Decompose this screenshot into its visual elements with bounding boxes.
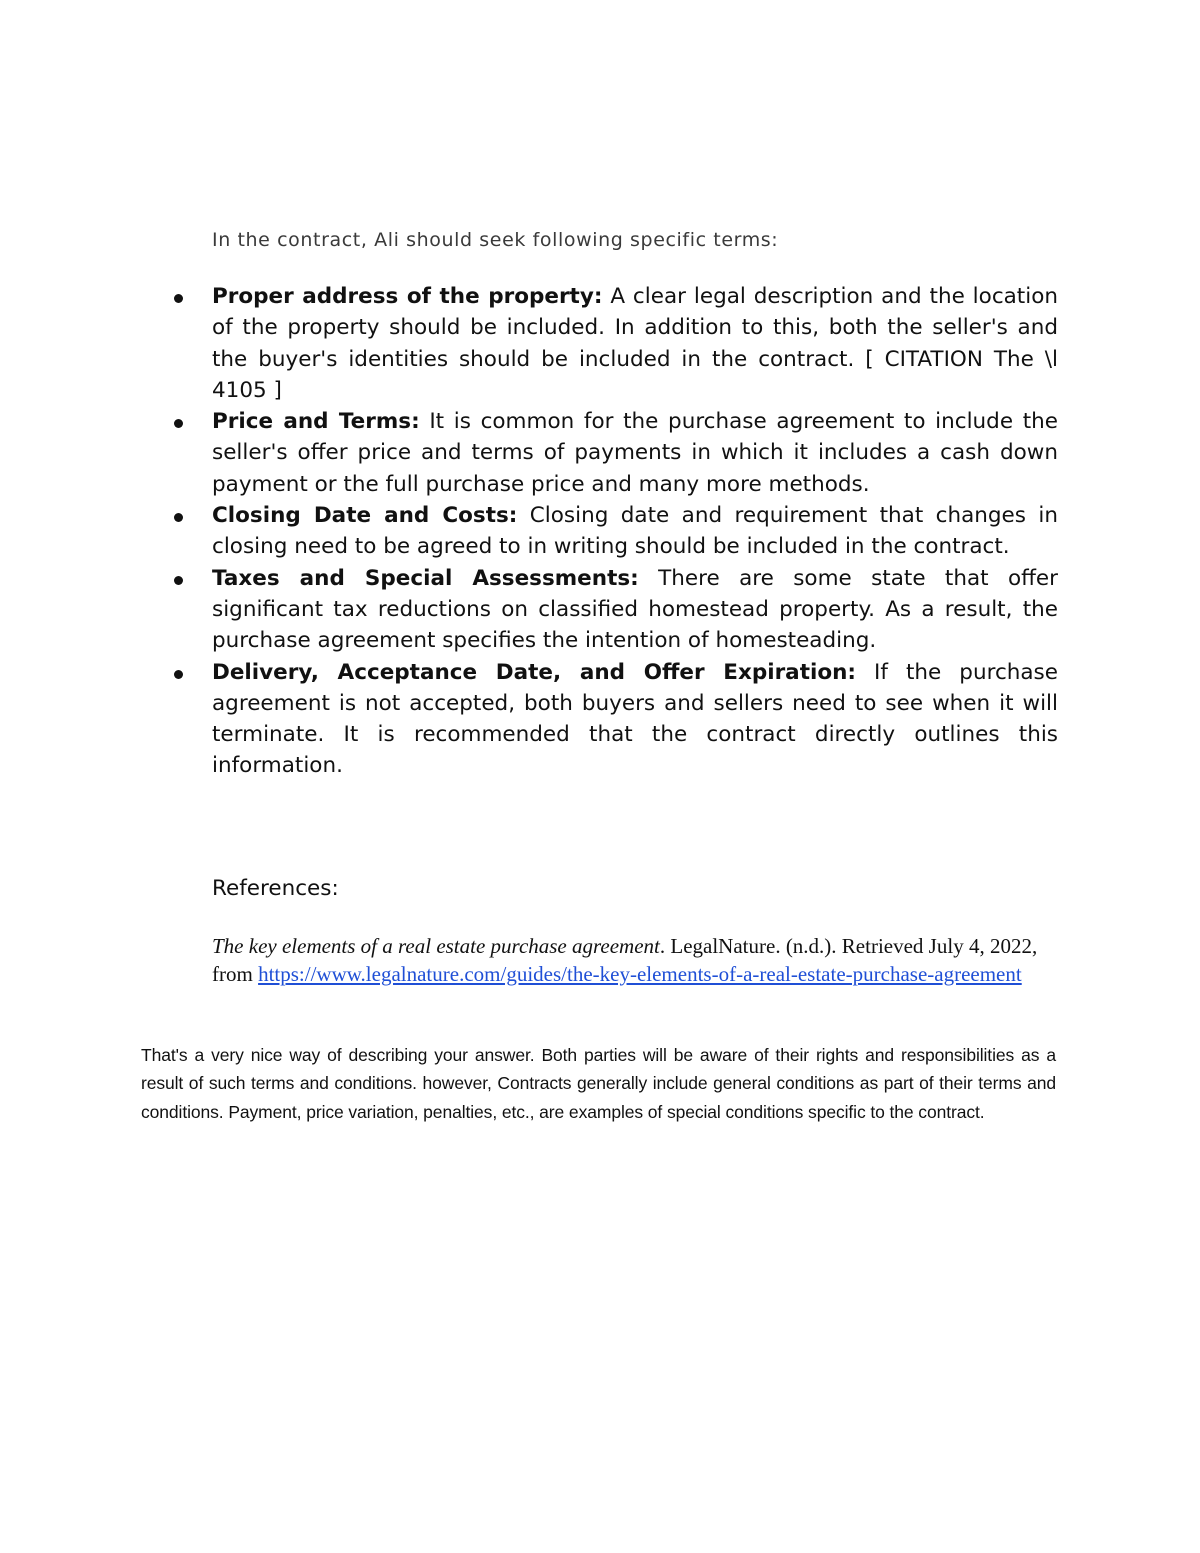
term-item-taxes bbox=[212, 563, 1058, 657]
terms-list bbox=[212, 281, 1058, 782]
bullet-icon bbox=[174, 576, 183, 585]
term-item-property-address bbox=[212, 281, 1058, 406]
term-name: Taxes and Special Assessments: bbox=[212, 565, 639, 591]
term-text: A clear legal description and the location of the property should be included. In addition to this, both the seller's and the buyer's identities should be included in the contract. [ CITATION The \l 4105 ] bbox=[212, 284, 1058, 403]
reference-title: The key elements of a real estate purchase agreement bbox=[212, 934, 660, 958]
bullet-icon bbox=[174, 294, 183, 303]
term-text: There are some state that offer significant tax reductions on classified homestead property. As a result, the purchase agreement specifies the intention of homesteading. bbox=[212, 565, 1059, 654]
reference-entry bbox=[212, 933, 1058, 988]
term-name: Price and Terms: bbox=[212, 409, 420, 435]
bullet-icon bbox=[174, 670, 183, 679]
reply-comment: That's a very nice way of describing your answer. Both parties will be aware of their rights and responsibilities as a result of such terms and conditions. however, Contracts generally include general conditions as part of their terms and conditions. Payment, price variation, penalties, etc., are examples of special conditions specific to the contract. bbox=[141, 1045, 1056, 1122]
term-text: Closing date and requirement that changes in closing need to be agreed to in writing should be included in the contract. bbox=[212, 503, 1058, 560]
term-text: It is common for the purchase agreement to include the seller's offer price and terms of payments in which it includes a cash down payment or the full purchase price and many more methods. bbox=[212, 409, 1058, 497]
reference-link[interactable]: https://www.legalnature.com/guides/the-key-elements-of-a-real-estate-purchase-agreement bbox=[258, 961, 1022, 986]
bullet-icon bbox=[174, 419, 183, 428]
bullet-icon bbox=[174, 513, 183, 522]
term-name: Delivery, Acceptance Date, and Offer Expiration: bbox=[212, 659, 857, 685]
term-item-price-and-terms bbox=[212, 406, 1058, 500]
term-name: Closing Date and Costs: bbox=[212, 503, 518, 529]
term-item-delivery bbox=[212, 657, 1058, 782]
reference-source: . LegalNature. (n.d.). Retrieved July 4, 2022, from bbox=[212, 934, 1038, 986]
term-text: If the purchase agreement is not accepted, both buyers and sellers need to see when it will terminate. It is recommended that the contract directly outlines this information. bbox=[212, 659, 1058, 779]
references-heading: References: bbox=[212, 876, 339, 901]
term-item-closing-date bbox=[212, 500, 1058, 563]
intro-text: In the contract, Ali should seek following specific terms: bbox=[212, 229, 779, 251]
term-name: Proper address of the property: bbox=[212, 284, 603, 309]
